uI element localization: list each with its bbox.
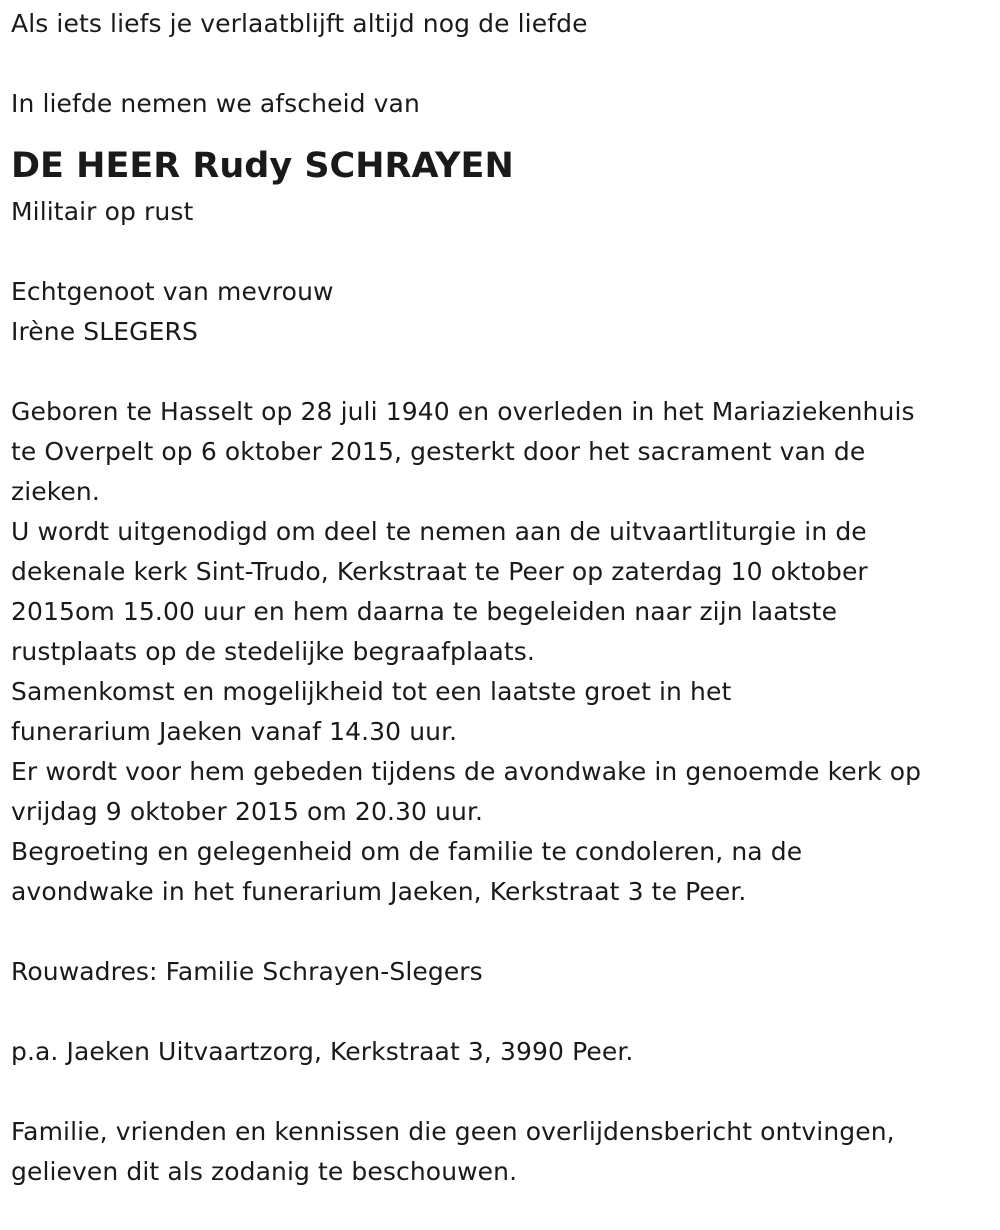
body-line: Samenkomst en mogelijkheid tot een laatste groet in het: [11, 677, 732, 706]
care-of-address: p.a. Jaeken Uitvaartzorg, Kerkstraat 3, 3990 Peer.: [11, 1037, 634, 1066]
death-notice: [11, 4, 991, 1192]
body-line: U wordt uitgenodigd om deel te nemen aan de uitvaartliturgie in de: [11, 517, 867, 546]
mourning-address: Rouwadres: Familie Schrayen-Slegers: [11, 957, 483, 986]
body-line: rustplaats op de stedelijke begraafplaats.: [11, 637, 535, 666]
body-line: avondwake in het funerarium Jaeken, Kerkstraat 3 te Peer.: [11, 877, 747, 906]
deceased-occupation: Militair op rust: [11, 197, 194, 226]
body-line: Begroeting en gelegenheid om de familie te condoleren, na de: [11, 837, 803, 866]
spacer: [11, 352, 991, 392]
spacer: [11, 992, 991, 1032]
quote: Als iets liefs je verlaatblijft altijd nog de liefde: [11, 9, 588, 38]
closing-line: Familie, vrienden en kennissen die geen overlijdensbericht ontvingen,: [11, 1117, 895, 1146]
body-line: te Overpelt op 6 oktober 2015, gesterkt door het sacrament van de: [11, 437, 866, 466]
deceased-name: DE HEER Rudy SCHRAYEN: [11, 146, 514, 186]
spacer: [11, 44, 991, 84]
spacer: [11, 232, 991, 272]
body-line: Er wordt voor hem gebeden tijdens de avondwake in genoemde kerk op: [11, 757, 922, 786]
body-line: Geboren te Hasselt op 28 juli 1940 en overleden in het Mariaziekenhuis: [11, 397, 915, 426]
body-line: zieken.: [11, 477, 100, 506]
spacer: [11, 912, 991, 952]
body-line: 2015om 15.00 uur en hem daarna te begeleiden naar zijn laatste: [11, 597, 838, 626]
body-line: funerarium Jaeken vanaf 14.30 uur.: [11, 717, 458, 746]
body-line: dekenale kerk Sint-Trudo, Kerkstraat te Peer op zaterdag 10 oktober: [11, 557, 868, 586]
body-line: vrijdag 9 oktober 2015 om 20.30 uur.: [11, 797, 484, 826]
closing-line: gelieven dit als zodanig te beschouwen.: [11, 1157, 518, 1186]
intro-text: In liefde nemen we afscheid van: [11, 89, 420, 118]
spacer: [11, 1072, 991, 1112]
spouse-label: Echtgenoot van mevrouw: [11, 277, 334, 306]
spouse-name: Irène SLEGERS: [11, 317, 198, 346]
